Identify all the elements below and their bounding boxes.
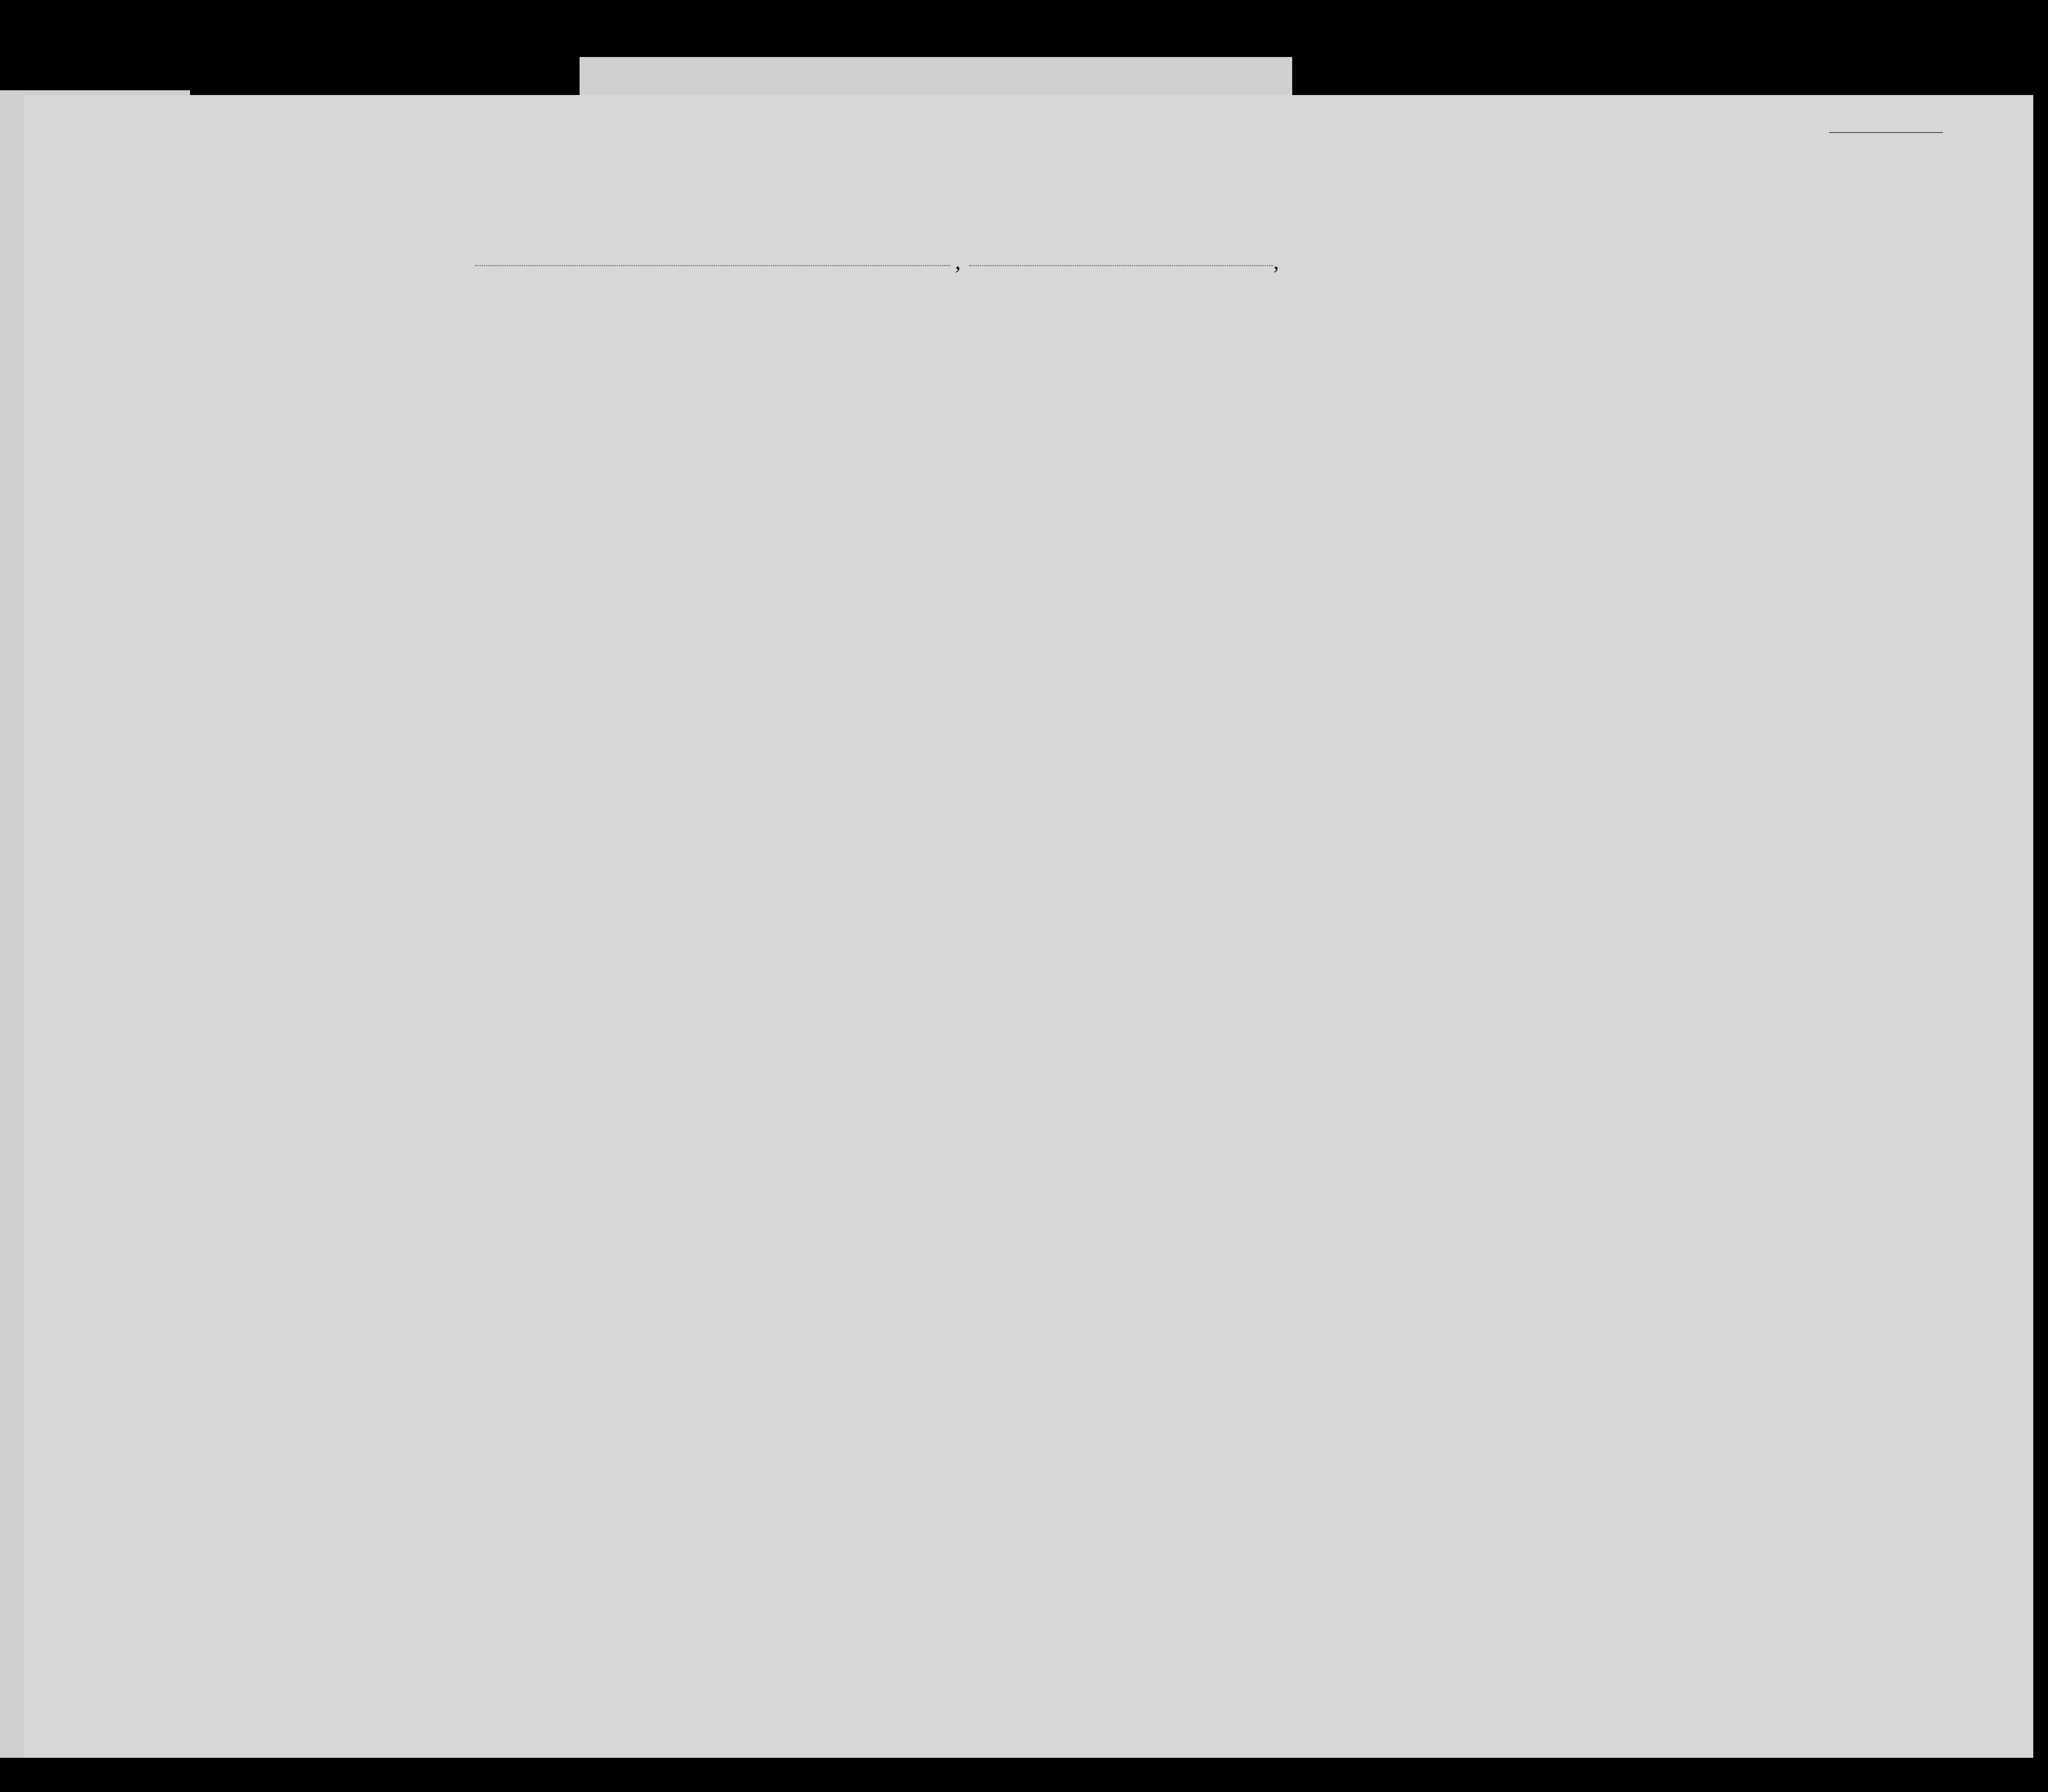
hdr-c27: [1423, 342, 1437, 451]
date-underline: [969, 265, 1273, 266]
hdr-purpose-a: [1230, 342, 1259, 451]
hdr-c28: [1448, 342, 1496, 451]
manifest-sheet: [24, 95, 2033, 1758]
hdr-money: [818, 333, 839, 451]
hdr-purpose-b: [1278, 342, 1302, 451]
hdr-c26: [1394, 342, 1409, 451]
hdr-purpose-c: [1323, 342, 1347, 451]
comma-1: ,: [955, 248, 961, 274]
list-underline: [1829, 132, 1943, 133]
port-underline: [475, 265, 950, 266]
hdr-c29: [1501, 342, 1530, 451]
hdr-c30: [1542, 342, 1565, 451]
comma-2: ,: [1273, 248, 1279, 274]
hdr-c25: [1362, 342, 1384, 451]
hdr-ticket: [698, 333, 717, 451]
hdr-feet: [1698, 409, 1708, 447]
top-paper-tab: [580, 57, 1292, 100]
hdr-inches: [1719, 404, 1728, 447]
